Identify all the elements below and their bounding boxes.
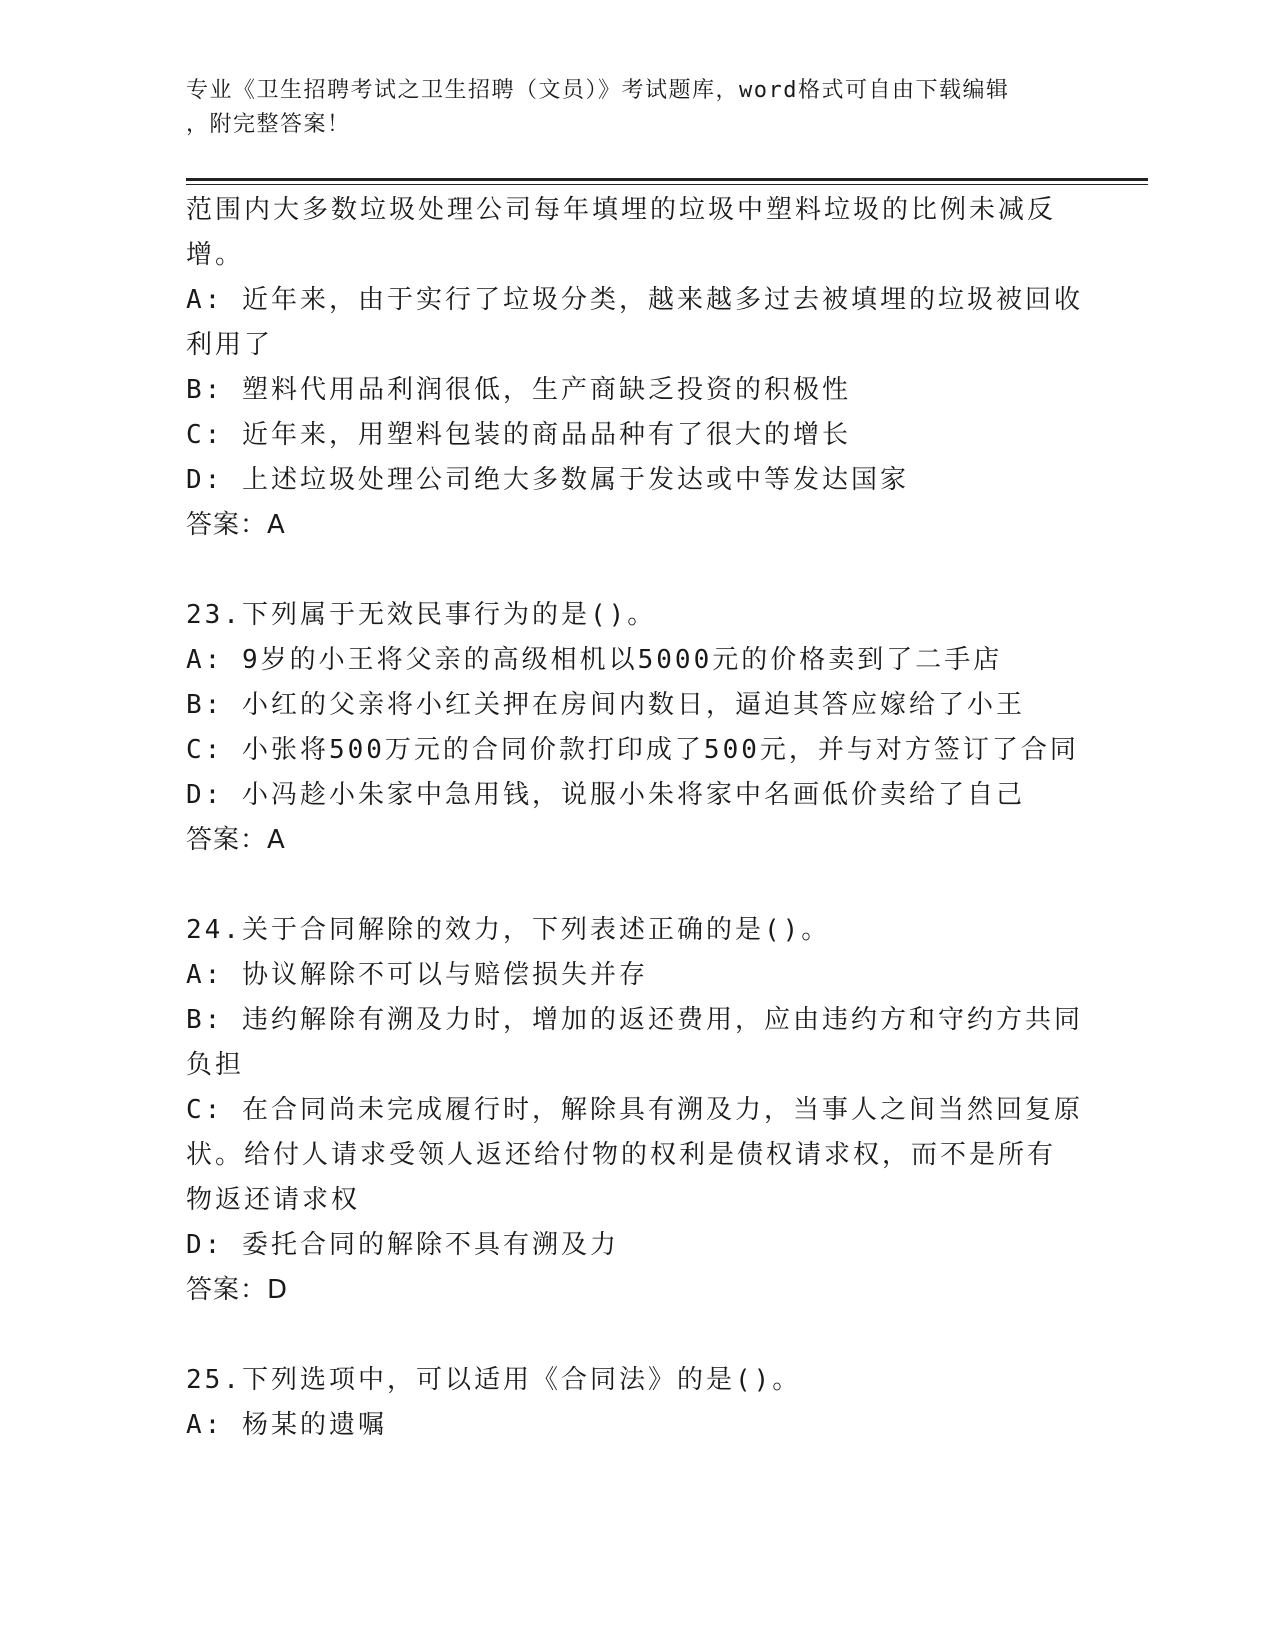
- header-line-1: 专业《卫生招聘考试之卫生招聘（文员）》考试题库，word格式可自由下载编辑: [186, 78, 1010, 103]
- option-c: C: 在合同尚未完成履行时，解除具有溯及力，当事人之间当然回复原: [186, 1095, 1083, 1125]
- option-a: A: 杨某的遗嘱: [186, 1410, 387, 1440]
- document-header: [186, 74, 1086, 142]
- question-25: [186, 1358, 1086, 1448]
- header-divider-thin: [186, 184, 1148, 185]
- option-d: D: 委托合同的解除不具有溯及力: [186, 1230, 619, 1260]
- question-stem-line: 范围内大多数垃圾处理公司每年填埋的垃圾中塑料垃圾的比例未减反: [186, 195, 1057, 225]
- option-a: A: 协议解除不可以与赔偿损失并存: [186, 960, 648, 990]
- option-b: B: 违约解除有溯及力时，增加的返还费用，应由违约方和守约方共同: [186, 1005, 1083, 1035]
- document-body: [186, 188, 1086, 1448]
- option-b-continued: 负担: [186, 1050, 245, 1080]
- option-b: B: 塑料代用品利润很低，生产商缺乏投资的积极性: [186, 375, 851, 405]
- question-24: [186, 908, 1086, 1313]
- option-b: B: 小红的父亲将小红关押在房间内数日，逼迫其答应嫁给了小王: [186, 690, 1025, 720]
- option-c-continued: 状。给付人请求受领人返还给付物的权利是债权请求权，而不是所有: [186, 1140, 1057, 1170]
- option-d: D: 上述垃圾处理公司绝大多数属于发达或中等发达国家: [186, 465, 909, 495]
- spacer: [186, 548, 1086, 593]
- option-c-continued: 物返还请求权: [186, 1185, 361, 1215]
- answer-line: 答案：A: [186, 825, 286, 855]
- spacer: [186, 1313, 1086, 1358]
- header-line-2: ，附完整答案！: [186, 112, 351, 137]
- question-stem: 23.下列属于无效民事行为的是()。: [186, 600, 657, 630]
- option-a-continued: 利用了: [186, 330, 274, 360]
- header-divider-thick: [186, 178, 1148, 181]
- option-d: D: 小冯趁小朱家中急用钱，说服小朱将家中名画低价卖给了自己: [186, 780, 1025, 810]
- question-23: [186, 593, 1086, 863]
- spacer: [186, 863, 1086, 908]
- option-c: C: 近年来，用塑料包装的商品品种有了很大的增长: [186, 420, 851, 450]
- option-c: C: 小张将500万元的合同价款打印成了500元，并与对方签订了合同: [186, 735, 1079, 765]
- question-stem: 25.下列选项中，可以适用《合同法》的是()。: [186, 1365, 802, 1395]
- option-a: A: 近年来，由于实行了垃圾分类，越来越多过去被填埋的垃圾被回收: [186, 285, 1083, 315]
- option-a: A: 9岁的小王将父亲的高级相机以5000元的价格卖到了二手店: [186, 645, 1003, 675]
- answer-line: 答案：D: [186, 1275, 289, 1305]
- answer-line: 答案：A: [186, 510, 286, 540]
- question-stem-line: 增。: [186, 240, 245, 270]
- question-22: [186, 188, 1086, 548]
- question-stem: 24.关于合同解除的效力，下列表述正确的是()。: [186, 915, 831, 945]
